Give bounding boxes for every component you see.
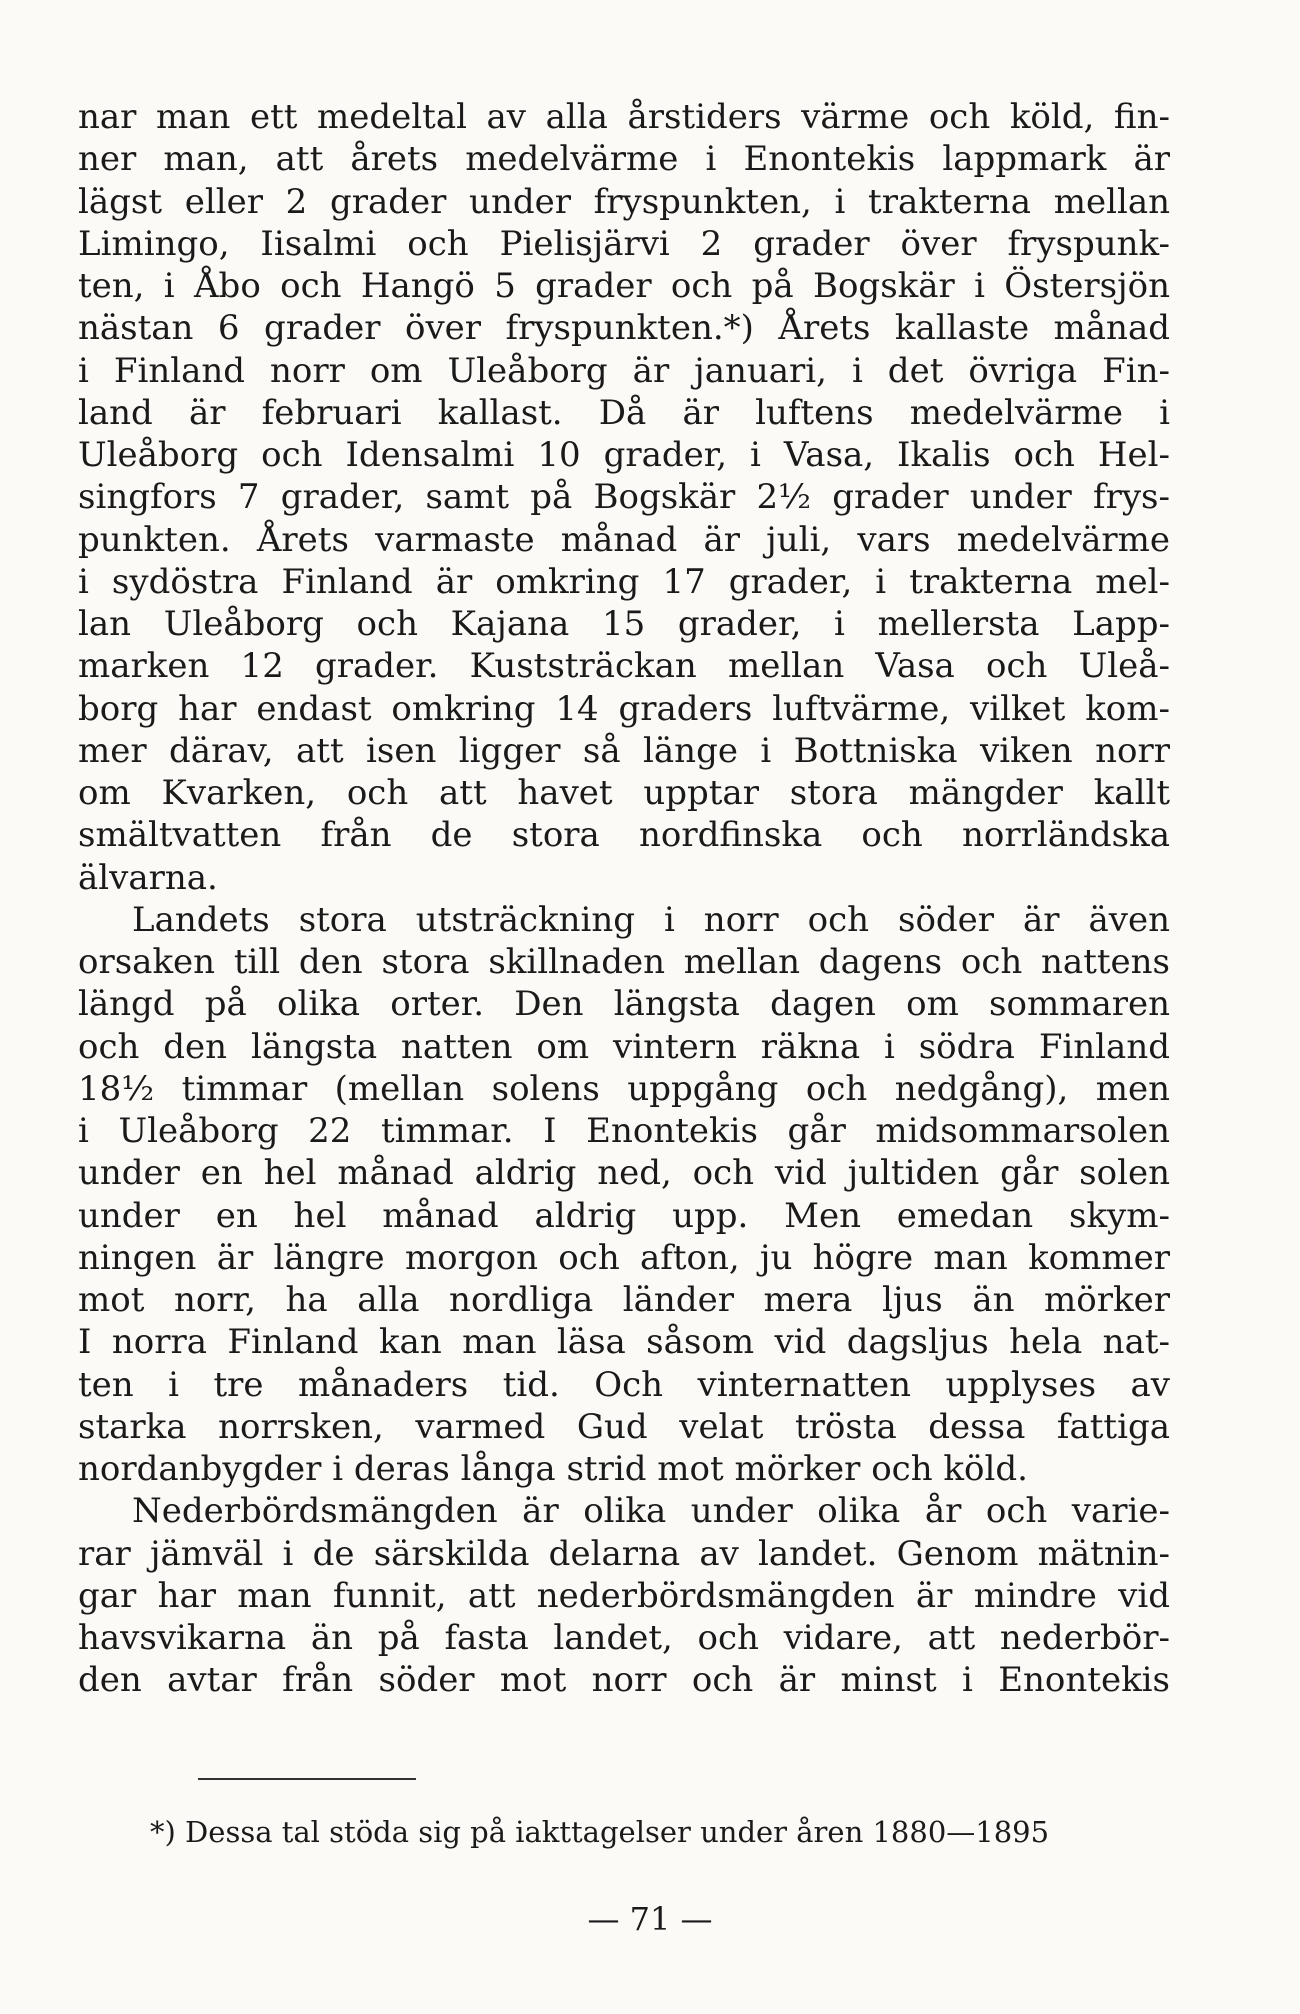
text-line: punkten. Årets varmaste månad är juli, vars medelvärme <box>78 519 1170 560</box>
footnote-divider <box>198 1778 416 1780</box>
text-line: ningen är längre morgon och afton, ju högre man kommer <box>78 1237 1170 1278</box>
text-line: under en hel månad aldrig ned, och vid jultiden går solen <box>78 1153 1170 1194</box>
body-text <box>78 96 1170 1702</box>
footnote: *) Dessa tal stöda sig på iakttagelser under åren 1880—1895 <box>150 1815 1050 1849</box>
text-line: singfors 7 grader, samt på Bogskär 2½ grader under frys- <box>78 477 1170 518</box>
text-line: Uleåborg och Idensalmi 10 grader, i Vasa, Ikalis och Hel- <box>78 435 1170 475</box>
text-line: I norra Finland kan man läsa såsom vid dagsljus hela nat- <box>78 1322 1170 1363</box>
text-line: mot norr, ha alla nordliga länder mera ljus än mörker <box>78 1280 1170 1320</box>
text-line: i Finland norr om Uleåborg är januari, i det övriga Fin- <box>78 350 1170 391</box>
text-line: mer därav, att isen ligger så länge i Bottniska viken norr <box>78 730 1170 771</box>
text-line: gar har man funnit, att nederbördsmängden är mindre vid <box>78 1575 1170 1616</box>
text-line: marken 12 grader. Kuststräckan mellan Vasa och Uleå- <box>78 646 1170 687</box>
text-line: land är februari kallast. Då är luftens medelvärme i <box>78 392 1170 433</box>
text-line: ten, i Åbo och Hangö 5 grader och på Bogskär i Östersjön <box>78 266 1170 306</box>
text-line: orsaken till den stora skillnaden mellan dagens och nattens <box>78 942 1170 982</box>
text-line: längd på olika orter. Den längsta dagen om sommaren <box>78 984 1170 1025</box>
text-line: lan Uleåborg och Kajana 15 grader, i mellersta Lapp- <box>78 604 1170 644</box>
text-line: nästan 6 grader över fryspunkten.*) Årets kallaste månad <box>78 308 1170 349</box>
page-number: — 71 — <box>587 1900 713 1938</box>
text-line: rar jämväl i de särskilda delarna av landet. Genom mätnin- <box>78 1533 1170 1574</box>
text-line: havsvikarna än på fasta landet, och vidare, att nederbör- <box>78 1618 1170 1658</box>
text-line: den avtar från söder mot norr och är minst i Enontekis <box>78 1660 1170 1701</box>
text-line: älvarna. <box>78 857 218 898</box>
text-line: och den längsta natten om vintern räkna i södra Finland <box>78 1026 1170 1067</box>
text-line: under en hel månad aldrig upp. Men emedan skym- <box>78 1195 1170 1236</box>
text-line: 18½ timmar (mellan solens uppgång och nedgång), men <box>78 1068 1170 1109</box>
text-line: om Kvarken, och att havet upptar stora mängder kallt <box>78 773 1170 813</box>
text-line: nordanbygder i deras långa strid mot mörker och köld. <box>78 1449 1028 1489</box>
text-line: smältvatten från de stora nordfinska och norrländska <box>78 815 1170 856</box>
text-line: i sydöstra Finland är omkring 17 grader, i trakterna mel- <box>78 561 1170 602</box>
text-line: ten i tre månaders tid. Och vinternatten upplyses av <box>78 1364 1170 1405</box>
text-line: lägst eller 2 grader under fryspunkten, i trakterna mellan <box>78 181 1170 222</box>
text-line: borg har endast omkring 14 graders luftvärme, vilket kom- <box>78 688 1170 729</box>
text-line: Limingo, Iisalmi och Pielisjärvi 2 grader över fryspunk- <box>78 223 1170 264</box>
text-line: i Uleåborg 22 timmar. I Enontekis går midsommarsolen <box>78 1111 1170 1151</box>
text-line: Nederbördsmängden är olika under olika år och varie- <box>132 1491 1170 1532</box>
text-line: ner man, att årets medelvärme i Enontekis lappmark är <box>78 139 1170 180</box>
text-line: nar man ett medeltal av alla årstiders värme och köld, fin- <box>78 97 1170 137</box>
text-line: starka norrsken, varmed Gud velat trösta dessa fattiga <box>78 1406 1170 1447</box>
text-line: Landets stora utsträckning i norr och söder är även <box>132 899 1170 940</box>
